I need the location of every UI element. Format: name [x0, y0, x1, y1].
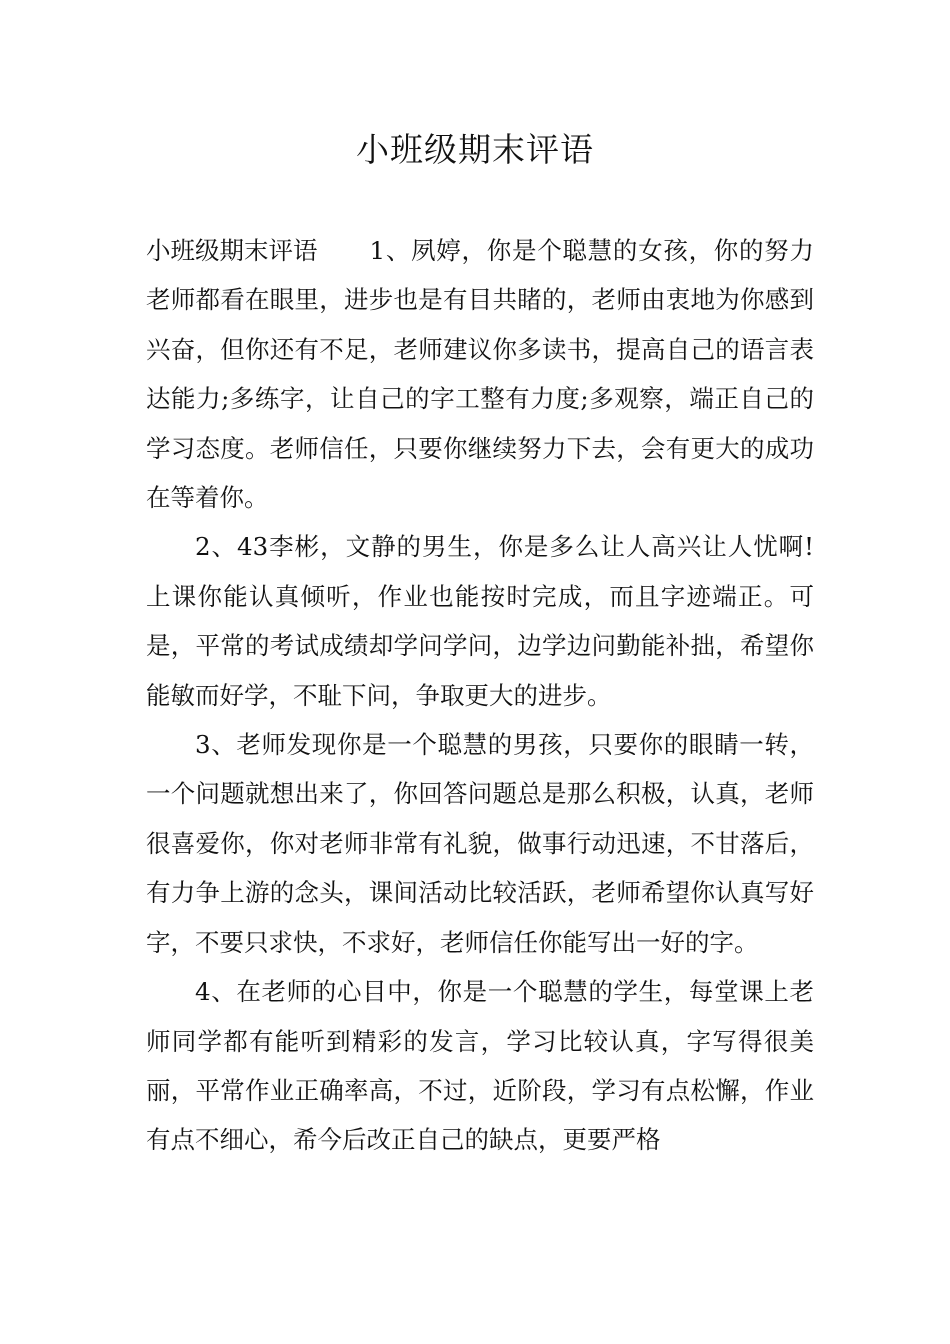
- document-title: 小班级期末评语: [356, 130, 594, 169]
- paragraph-3: 3、老师发现你是一个聪慧的男孩，只要你的眼睛一转，一个问题就想出来了，你回答问题总是那么积极，认真，老师很喜爱你，你对老师非常有礼貌，做事行动迅速，不甘落后，有力争上游的念头，课间活动比较活跃，老师希望你认真写好字，不要只求快，不求好，老师信任你能写出一好的字。: [146, 730, 814, 957]
- paragraph-4: 4、在老师的心目中，你是一个聪慧的学生，每堂课上老师同学都有能听到精彩的发言，学习比较认真，字写得很美丽，平常作业正确率高，不过，近阶段，学习有点松懈，作业有点不细心，希今后改正自己的缺点，更要严格: [146, 977, 814, 1155]
- document-body: [146, 226, 814, 1165]
- lead-label: 小班级期末评语: [146, 236, 318, 265]
- paragraph-text: 1、夙婷，你是个聪慧的女孩，你的努力老师都看在眼里，进步也是有目共睹的，老师由衷地为你感到兴奋，但你还有不足，老师建议你多读书，提高自己的语言表达能力;多练字，让自己的字工整有力度;多观察，端正自己的学习态度。老师信任，只要你继续努力下去，会有更大的成功在等着你。: [146, 236, 814, 513]
- paragraph-1: [146, 226, 814, 522]
- paragraph-2: 2、43李彬，文静的男生，你是多么让人高兴让人忧啊!上课你能认真倾听，作业也能按时完成，而且字迹端正。可是，平常的考试成绩却学问学问，边学边问勤能补拙，希望你能敏而好学，不耻下问，争取更大的进步。: [146, 532, 814, 710]
